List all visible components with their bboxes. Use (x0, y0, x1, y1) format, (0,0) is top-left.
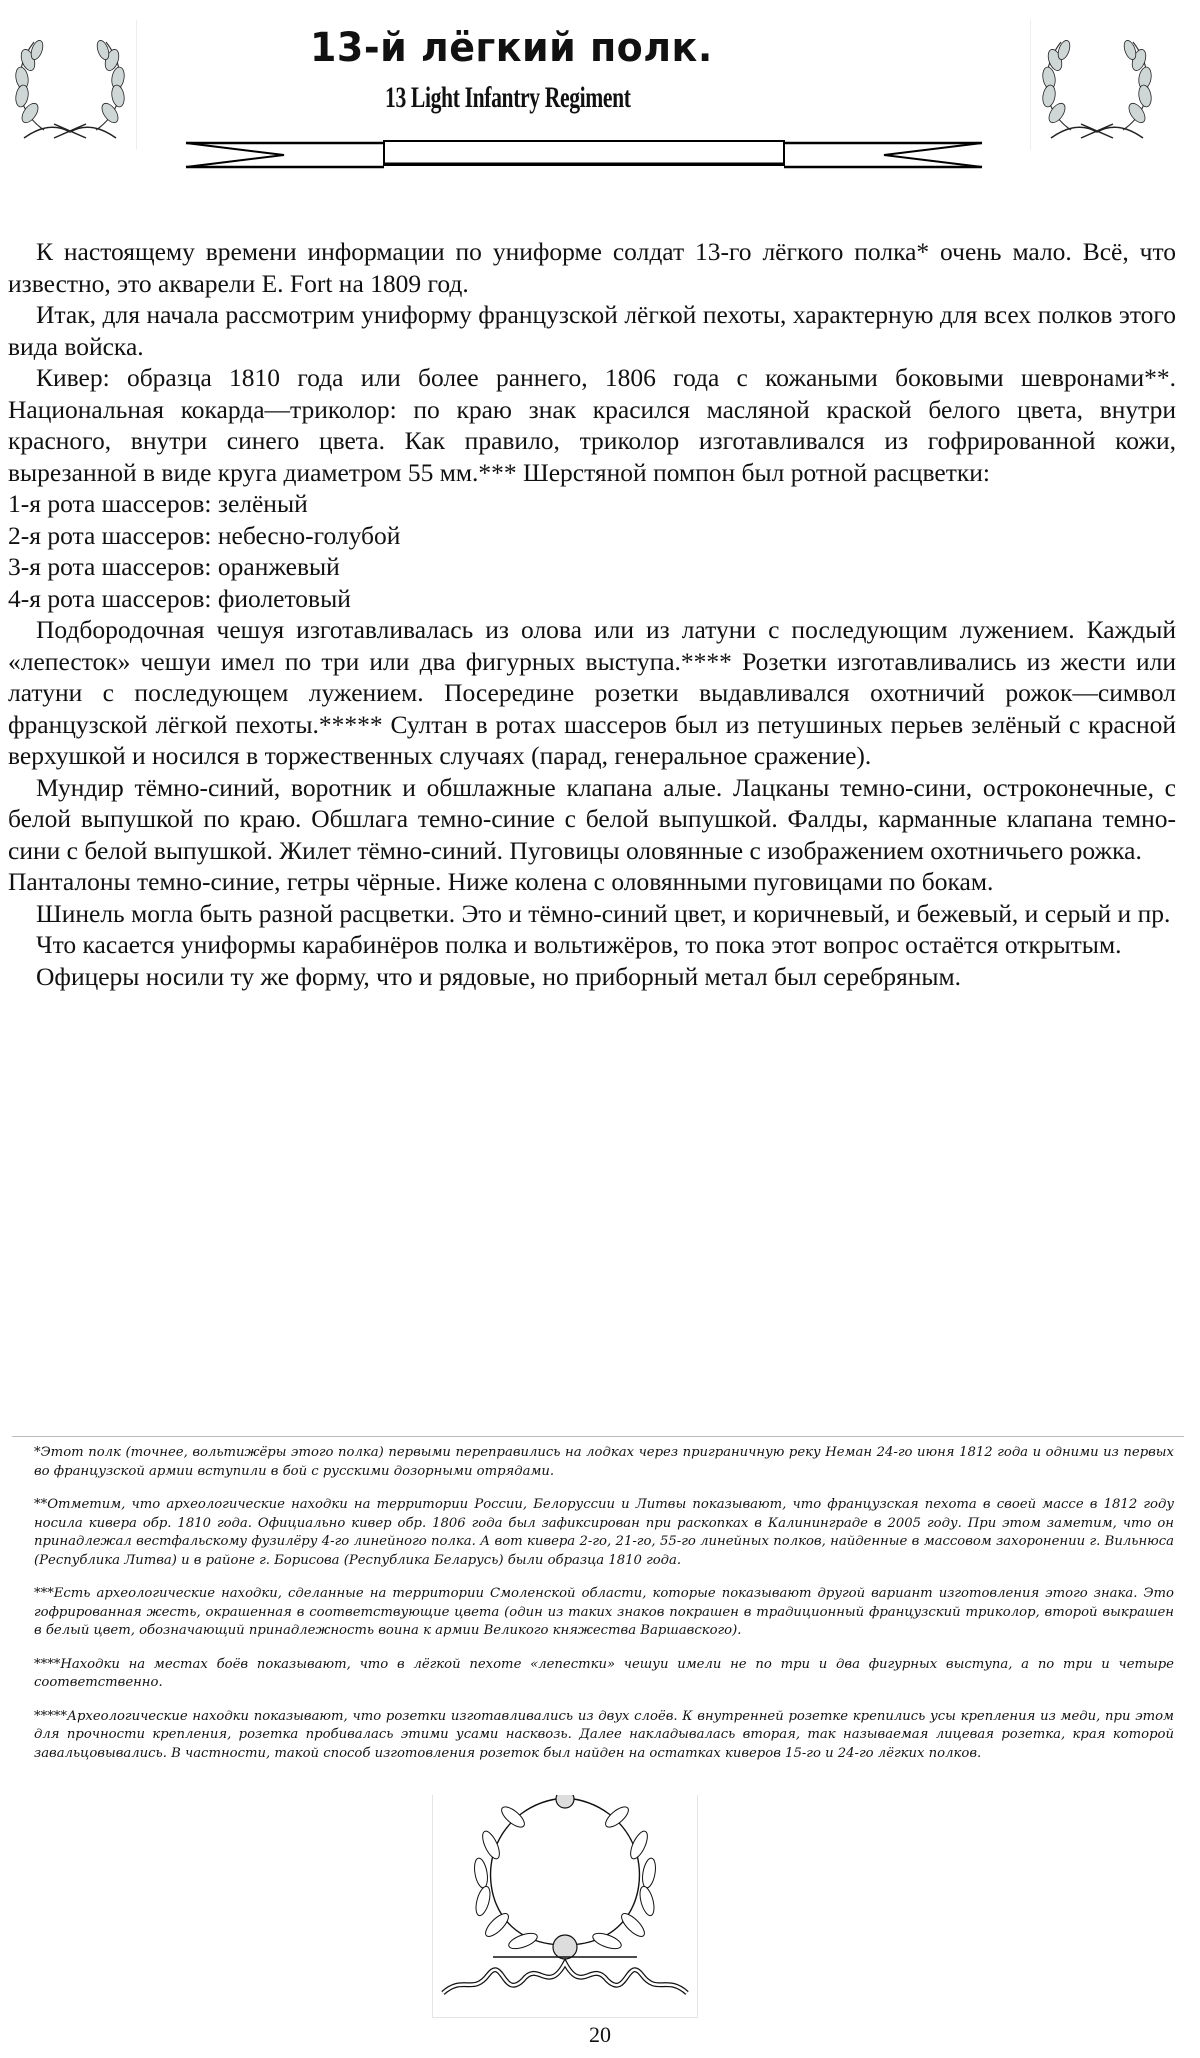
list-item: 4-я рота шассеров: фиолетовый (8, 583, 351, 613)
paragraph: Шинель могла быть разной расцветки. Это и тёмно-синий цвет, и коричневый, и бежевый, и серый и пр. (36, 898, 1171, 928)
paragraph: К настоящему времени информации по униформе солдат 13-го лёгкого полка* очень мало. Всё, что известно, это акварели E. Fort на 1809 год. (8, 237, 1176, 298)
footnote: ***Есть археологические находки, сделанные на территории Смоленской области, которые показывают другой вариант изготовления этого знака. Это гофрированная жесть, окрашенная в соответствующие цвета (один из таких знаков покрашен в традиционный французский триколор, второй выкрашен в белый цвет, обозначающий принадлежность воина к армии Великого княжества Варшавского). (34, 1586, 1174, 1638)
paragraph: Панталоны темно-синие, гетры чёрные. Ниже колена с оловянными пуговицами по бокам. (8, 867, 994, 896)
paragraph: Офицеры носили ту же форму, что и рядовые, но приборный метал был серебряным. (36, 961, 962, 991)
ribbon-banner-icon (184, 140, 984, 170)
list-item: 2-я рота шассеров: небесно-голубой (8, 520, 401, 550)
list-item: 3-я рота шассеров: оранжевый (8, 552, 340, 581)
footnote: *****Археологические находки показывают, что розетки изготавливались из двух слоёв. К внутренней розетке крепились усы крепления из меди, при этом для прочности крепления, розетка пробивалась этими усами насквозь. Далее накладывалась вторая, так называемая лицевая розетка, края которой завальцовывались. В частности, такой способ изготовления розеток был найден на остатках киверов 15-го и 24-го лёгких полков. (34, 1708, 1174, 1761)
footnote: **Отметим, что археологические находки на территории России, Белоруссии и Литвы показывают, что французская пехота в своей массе в 1812 году носила кивера обр. 1810 года. Официально кивер обр. 1806 года был зафиксирован при раскопках в Калининграде в 2005 году. При этом заметим, что он принадлежал вестфальскому фузилёру 4-го линейного полка. А вот кивера 2-го, 21-го, 55-го линейных полков, найденные в массовом захоронении г. Вильнюса (Республика Литва) и в районе г. Борисова (Республика Беларусь) были образца 1810 года. (34, 1497, 1174, 1568)
page-subtitle: 13 Light Infantry Regiment (385, 81, 631, 114)
paragraph: Мундир тёмно-синий, воротник и обшлажные клапана алые. Лацканы темно-сини, остроконечные, с белой выпушкой по краю. Обшлага темно-синие с белой выпушкой. Фалды, карманные клапана темно-сини с белой выпушкой. Жилет тёмно-синий. Пуговицы оловянные с изображением охотничьего рожка. (8, 772, 1176, 865)
paragraph: Итак, для начала рассмотрим униформу французской лёгкой пехоты, характерную для всех полков этого вида войска. (8, 300, 1176, 361)
page-number: 20 (589, 2022, 611, 2047)
laurel-wreath-icon (1030, 20, 1163, 150)
footnote: *Этот полк (точнее, вольтижёры этого полка) первыми переправились на лодках через приграничную реку Неман 24-го июня 1812 года и одними из первых во французской армии вступили в бой с русскими дозорными отрядами. (34, 1445, 1174, 1479)
laurel-wreath-ribbon-icon (432, 1795, 698, 2018)
paragraph: Что касается униформы карабинёров полка и вольтижёров, то пока этот вопрос остаётся открытым. (36, 930, 1122, 959)
list-item: 1-я рота шассеров: зелёный (8, 489, 308, 518)
laurel-wreath-icon (4, 20, 137, 150)
footnotes (34, 1444, 1174, 1778)
footnote: ****Находки на местах боёв показывают, что в лёгкой пехоте «лепестки» чешуи имели не по три и два фигурных выступа, а по три и четыре соответственно. (34, 1656, 1174, 1690)
article-body (8, 236, 1176, 992)
page-title: 13-й лёгкий полк. (310, 25, 713, 71)
paragraph: Подбородочная чешуя изготавливалась из олова или из латуни с последующим лужением. Каждый «лепесток» чешуи имел по три или два фигурных выступа.**** Розетки изготавливались из жести или латуни с последующем лужением. Посередине розетки выдавливался охотничий рожок—символ французской лёгкой пехоты.***** Султан в ротах шассеров был из петушиных перьев зелёный с красной верхушкой и носился в торжественных случаях (парад, генеральное сражение). (8, 615, 1176, 770)
footnote-divider (12, 1436, 1184, 1437)
paragraph: Кивер: образца 1810 года или более раннего, 1806 года с кожаными боковыми шевронами**. Национальная кокарда—триколор: по краю знак красился масляной краской белого цвета, внутри красного, внутри синего цвета. Как правило, триколор изготавливался из гофрированной кожи, вырезанной в виде круга диаметром 55 мм.*** Шерстяной помпон был ротной расцветки: (8, 363, 1176, 487)
